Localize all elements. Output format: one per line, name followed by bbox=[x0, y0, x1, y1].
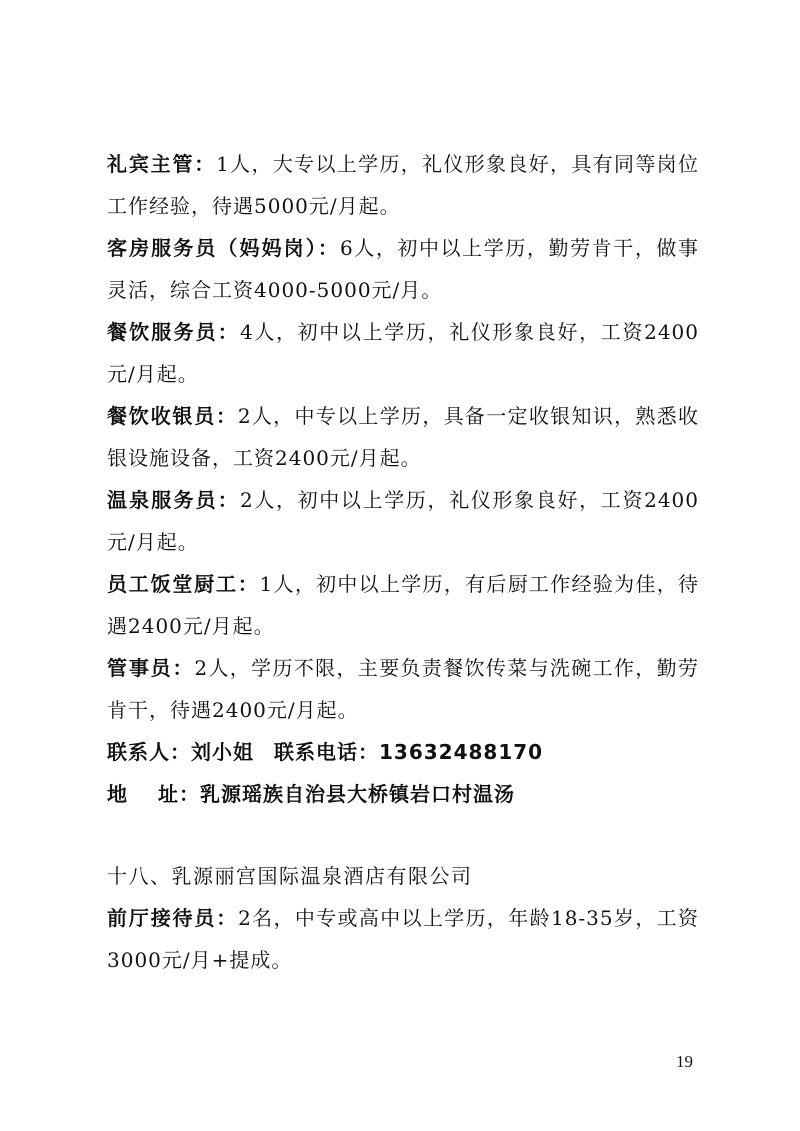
contact-person: 刘小姐 bbox=[191, 740, 254, 764]
job-description: 2人，学历不限，主要负责餐饮传菜与洗碗工作，勤劳肯干，待遇2400元/月起。 bbox=[107, 656, 699, 722]
job-title: 礼宾主管： bbox=[107, 152, 217, 176]
contact-line bbox=[107, 731, 699, 773]
address-label-part-1: 地 bbox=[107, 782, 128, 806]
job-listing-staff-canteen-cook bbox=[107, 563, 699, 647]
job-title: 管事员： bbox=[107, 656, 195, 680]
job-listing-etiquette-supervisor bbox=[107, 143, 699, 227]
job-title: 餐饮收银员： bbox=[107, 404, 238, 428]
job-description: 6人，初中以上学历，勤劳肯干，做事灵活，综合工资4000-5000元/月。 bbox=[107, 236, 700, 302]
contact-phone: 13632488170 bbox=[379, 740, 544, 764]
job-title: 前厅接待员： bbox=[107, 906, 239, 930]
job-listing-restaurant-cashier bbox=[107, 395, 699, 479]
job-description: 1人，大专以上学历，礼仪形象良好，具有同等岗位工作经验，待遇5000元/月起。 bbox=[107, 152, 699, 218]
address-line bbox=[107, 773, 699, 815]
job-title: 员工饭堂厨工： bbox=[107, 572, 260, 596]
job-listing-front-desk-receptionist bbox=[107, 897, 699, 981]
job-description: 2名，中专或高中以上学历，年龄18-35岁，工资3000元/月+提成。 bbox=[107, 906, 700, 972]
contact-person-label: 联系人： bbox=[107, 740, 191, 764]
job-listing-housekeeping-attendant bbox=[107, 227, 699, 311]
job-description: 4人，初中以上学历，礼仪形象良好，工资2400元/月起。 bbox=[107, 320, 700, 386]
address-label-part-2: 址： bbox=[158, 782, 200, 806]
job-title: 客房服务员（妈妈岗）： bbox=[107, 236, 340, 260]
job-title: 温泉服务员： bbox=[107, 488, 240, 512]
document-body bbox=[107, 143, 699, 981]
page-number: 19 bbox=[676, 1052, 693, 1071]
contact-phone-label: 联系电话： bbox=[274, 740, 379, 764]
job-listing-hot-spring-attendant bbox=[107, 479, 699, 563]
job-listing-steward bbox=[107, 647, 699, 731]
job-title: 餐饮服务员： bbox=[107, 320, 240, 344]
job-description: 2人，初中以上学历，礼仪形象良好，工资2400元/月起。 bbox=[107, 488, 700, 554]
company-heading: 十八、乳源丽宫国际温泉酒店有限公司 bbox=[107, 864, 473, 888]
job-description: 1人，初中以上学历，有后厨工作经验为佳，待遇2400元/月起。 bbox=[107, 572, 699, 638]
job-description: 2人，中专以上学历，具备一定收银知识，熟悉收银设施设备，工资2400元/月起。 bbox=[107, 404, 699, 470]
address-value: 乳源瑶族自治县大桥镇岩口村温汤 bbox=[200, 782, 515, 806]
job-listing-restaurant-server bbox=[107, 311, 699, 395]
